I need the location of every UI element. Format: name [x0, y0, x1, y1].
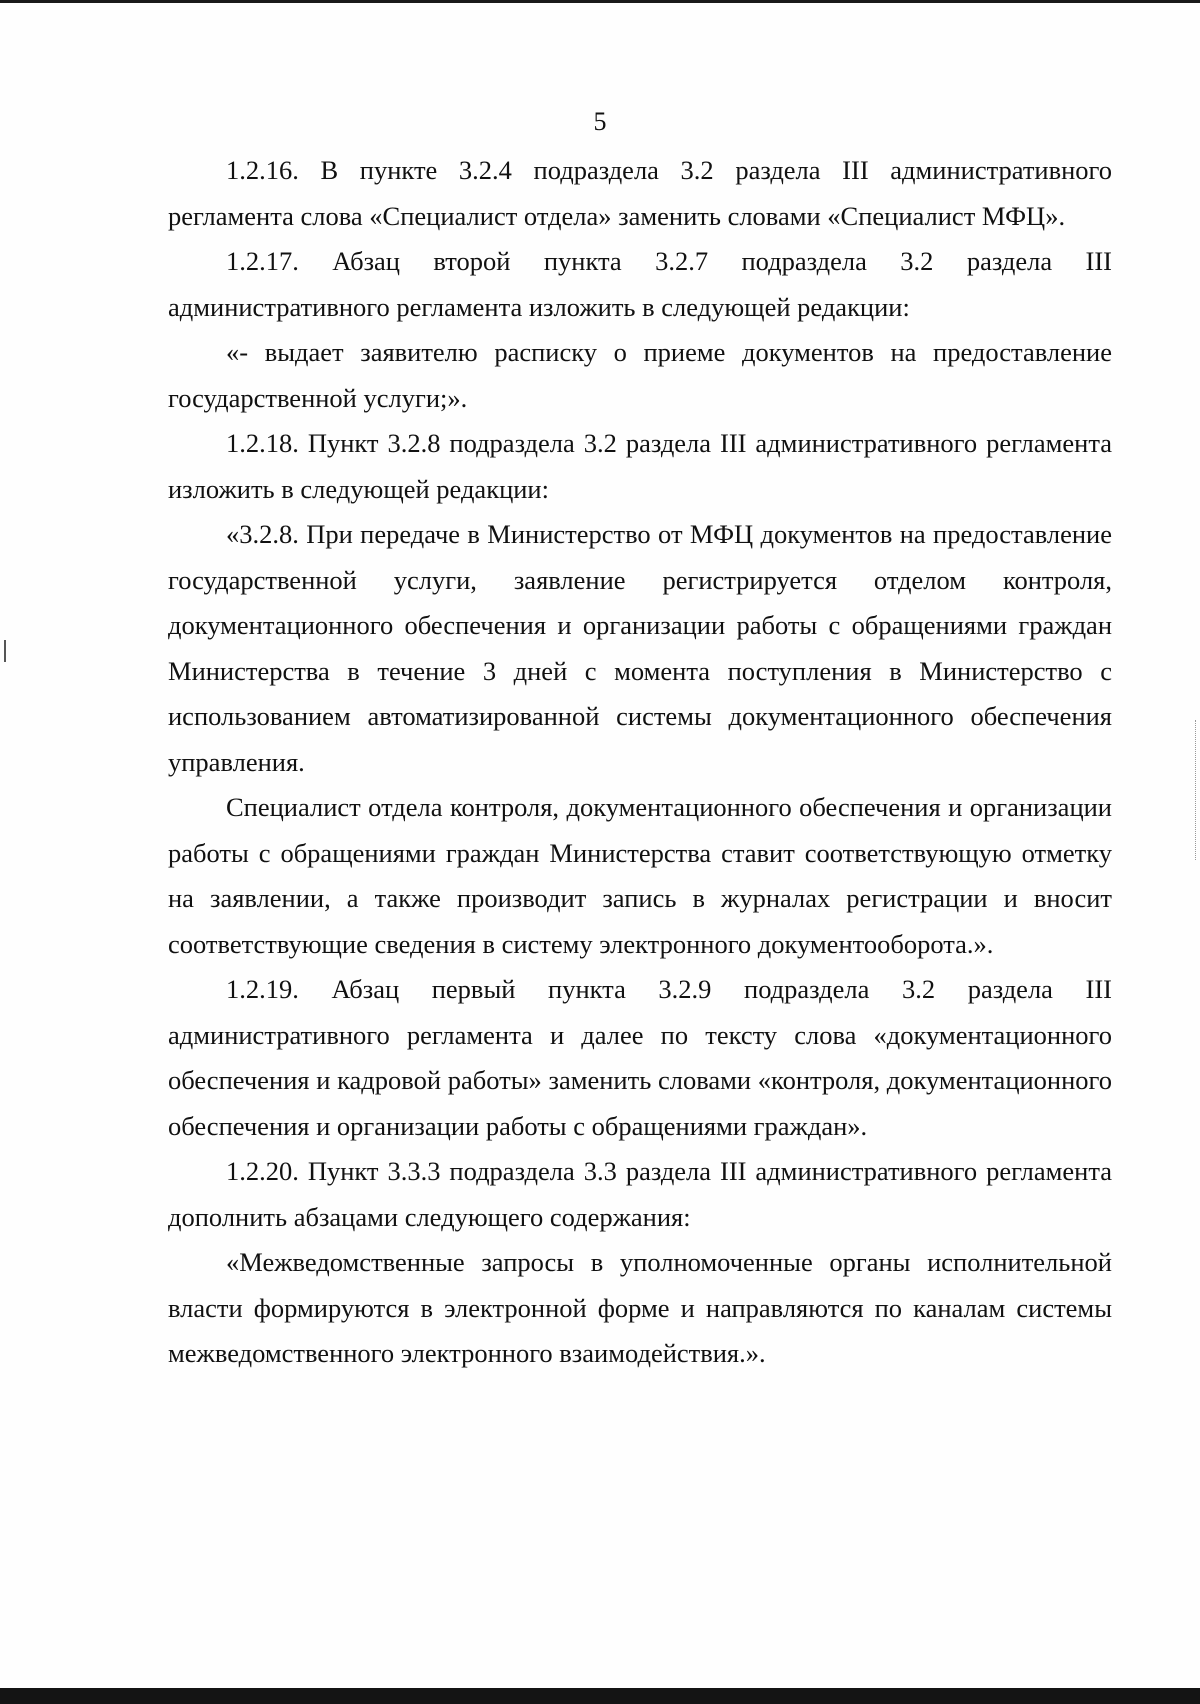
paragraph-1-2-18-quote-1: «3.2.8. При передаче в Министерство от МФЦ документов на предоставление государственной услуги, заявление регистрируется отделом контроля, документационного обеспечения и организации работы с обращениями граждан Министерства в течение 3 дней с момента поступления в Министерство с использованием автоматизированной системы документационного обеспечения управления.: [168, 519, 1112, 777]
paragraph-1-2-17: 1.2.17. Абзац второй пункта 3.2.7 подраздела 3.2 раздела III административного регламента изложить в следующей редакции:: [168, 246, 1112, 322]
paragraph-1-2-18: 1.2.18. Пункт 3.2.8 подраздела 3.2 раздела III административного регламента изложить в следующей редакции:: [168, 428, 1112, 504]
paragraph-1-2-20: 1.2.20. Пункт 3.3.3 подраздела 3.3 раздела III административного регламента дополнить абзацами следующего содержания:: [168, 1156, 1112, 1232]
paragraph-1-2-16: 1.2.16. В пункте 3.2.4 подраздела 3.2 раздела III административного регламента слова «Специалист отдела» заменить словами «Специалист МФЦ».: [168, 155, 1112, 231]
paragraph-1-2-18-quote-2: Специалист отдела контроля, документационного обеспечения и организации работы с обращениями граждан Министерства ставит соответствующую отметку на заявлении, а также производит запись в журналах регистрации и вносит соответствующие сведения в систему электронного документооборота.».: [168, 792, 1112, 959]
page-number: 5: [593, 107, 607, 136]
paragraph-1-2-19: 1.2.19. Абзац первый пункта 3.2.9 подраздела 3.2 раздела III административного регламента и далее по тексту слова «документационного обеспечения и кадровой работы» заменить словами «контроля, документационного обеспечения и организации работы с обращениями граждан».: [168, 974, 1112, 1141]
paragraph-1-2-17-quote: «- выдает заявителю расписку о приеме документов на предоставление государственной услуги;».: [168, 337, 1112, 413]
scan-bottom-border: [0, 1688, 1200, 1704]
scan-right-dots: [1194, 720, 1196, 860]
paragraph-1-2-20-quote: «Межведомственные запросы в уполномоченные органы исполнительной власти формируются в электронной форме и направляются по каналам системы межведомственного электронного взаимодействия.».: [168, 1247, 1112, 1368]
scan-left-mark: [4, 640, 6, 662]
scan-top-border: [0, 0, 1200, 3]
document-body: [168, 148, 1112, 1377]
